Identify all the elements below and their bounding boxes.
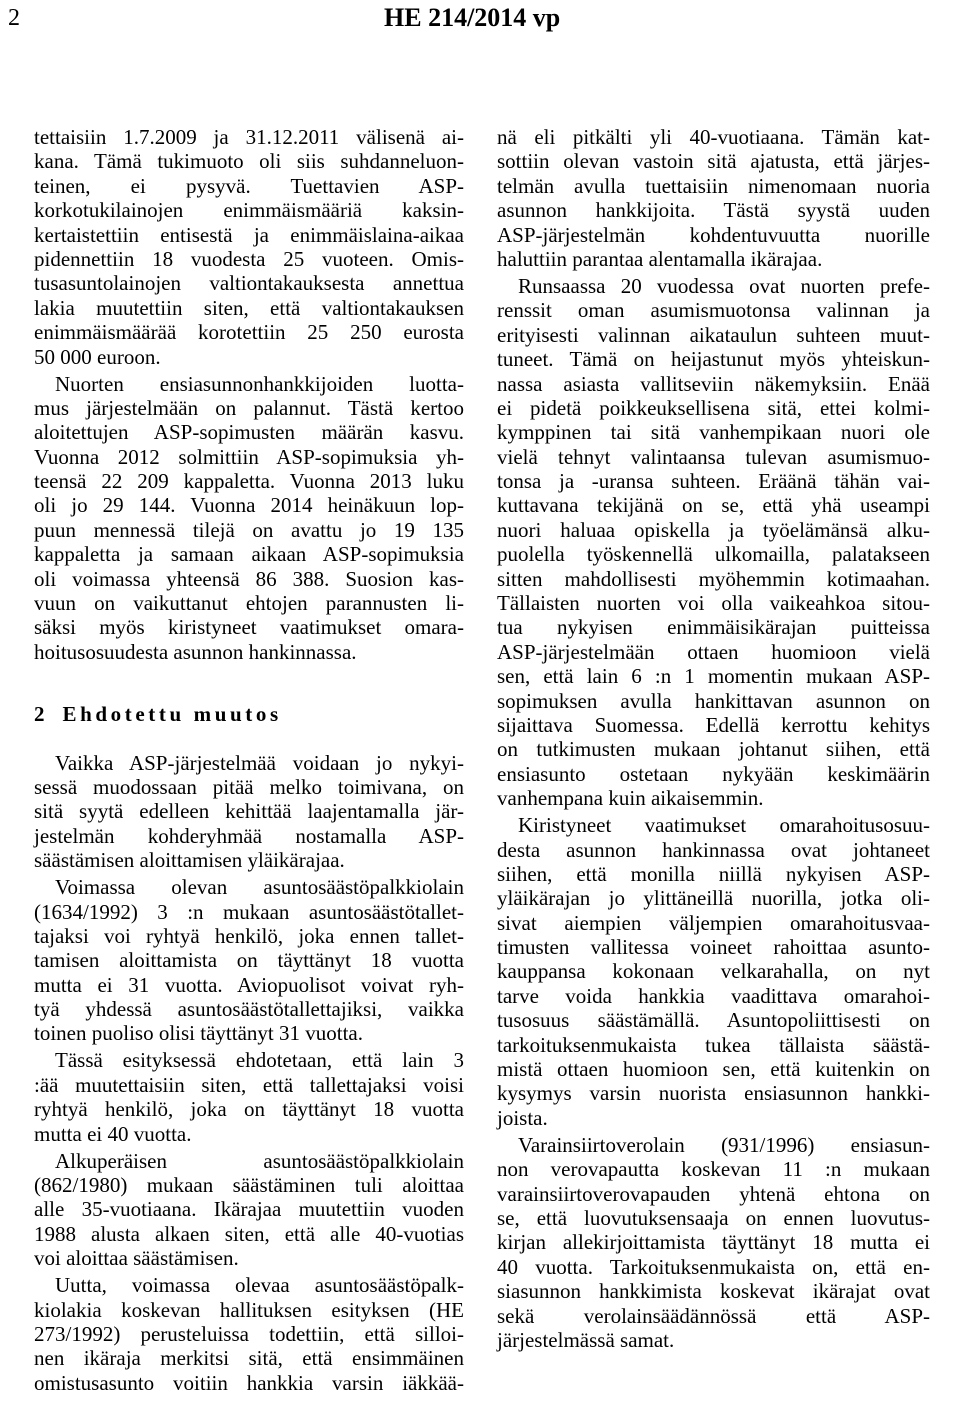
text-line: hoitusosuudesta asunnon hankinnassa. [34,639,357,664]
text-line: kappaletta ja samaan aikaan ASP-sopimuksia [34,542,464,567]
text-line: kymppinen tai sitä vanhempikaan nuori ole [497,420,930,445]
text-line: sivat aiempien väljempien omarahoitusvaa- [497,910,930,935]
text-line: tusasuntolainojen valtiontakauksesta annettua [34,271,464,296]
text-line: nuori haluaa opiskella ja työelämänsä alku- [497,517,930,542]
text-line: voi aloittaa säästämisen. [34,1246,239,1271]
text-line: Tällaisten nuorten voi olla vaikeahkoa sitou- [497,591,930,616]
text-line: ei pidetä poikkeuksellisena sitä, ettei kolmi- [497,395,930,420]
paragraph [34,875,464,1046]
text-line: non verovapautta koskevan 11 :n mukaan [497,1157,930,1182]
text-line: jestelmän kohderyhmää nostamalla ASP- [34,823,464,848]
text-line: oli jo 29 144. Vuonna 2014 heinäkuun lop- [34,493,464,518]
text-line: kysymys varsin nuorista ensiasunnon hankki- [497,1081,930,1106]
text-line: nen ikäraja merkitsi sitä, että ensimmäinen [34,1346,464,1371]
text-line: 273/1992) perusteluissa todettiin, että silloi- [34,1321,464,1346]
text-line: nä eli pitkälti yli 40-vuotiaana. Tämän kat- [497,125,930,149]
text-line: ryhtyä henkilö, joka on täyttänyt 18 vuotta [34,1097,464,1122]
text-line: siihen, että monilla niillä nykyisen ASP- [497,861,930,886]
text-line: aloitettujen ASP-sopimusten määrän kasvu. [34,420,464,445]
text-line: puun mennessä tilejä on avattu jo 19 135 [34,517,464,542]
text-line: Kiristyneet vaatimukset omarahoitusosuu- [518,813,930,838]
text-line: säksi myös kiristyneet vaatimukset omara- [34,615,464,640]
text-line: 50 000 euroon. [34,344,161,369]
text-line: tusosuus säästämällä. Asuntopoliittisesti on [497,1008,930,1033]
text-line: yläikärajan jo ylittäneillä nuorilla, jotka oli- [497,886,930,911]
paragraph [34,1048,464,1146]
text-line: kauppansa kokonaan velkarahalla, on nyt [497,959,930,984]
text-line: varainsiirtoverovapauden yhtenä ehtona on [497,1181,930,1206]
text-line: 1988 alusta alkaen siten, että alle 40-vuotias [34,1221,464,1246]
text-line: telmän avulla tuettaisiin nimenomaan nuoria [497,173,930,198]
text-line: sitten mahdollisesti myöhemmin kotimaahan. [497,566,930,591]
text-line: teinen, ei pysyvä. Tuettavien ASP- [34,173,464,198]
text-line: kana. Tämä tukimuoto oli siis suhdanneluon- [34,149,464,174]
text-line: mutta ei 40 vuotta. [34,1121,192,1146]
section-heading [34,702,464,726]
text-line: kirjan allekirjoittamista täyttänyt 18 mutta ei [497,1230,930,1255]
text-line: korkotukilainojen enimmäismääriä kaksin- [34,198,464,223]
text-line: Tässä esityksessä ehdotetaan, että lain 3 [55,1048,464,1073]
text-line: sijaittava Suomessa. Edellä kerrottu kehitys [497,712,930,737]
text-line: sen, että lain 6 :n 1 momentin mukaan ASP- [497,664,930,689]
text-line: nassa asiasta vallitseviin näkemyksiin. Enää [497,371,930,396]
paragraph [34,1149,464,1271]
text-line: Runsaassa 20 vuodessa ovat nuorten prefe- [518,273,930,298]
text-line: :ää muutettaisiin siten, että tallettajaksi voisi [34,1072,464,1097]
text-line: teensä 22 209 kappaletta. Vuonna 2013 luku [34,469,464,494]
text-line: Nuorten ensiasunnonhankkijoiden luotta- [55,371,464,396]
text-line: lakia muutettiin siten, että valtiontakauksen [34,295,464,320]
text-line: mistä ottaen huomioon sen, että kuitenkin on [497,1057,930,1082]
right-column [497,125,930,1352]
text-line: Varainsiirtoverolain (931/1996) ensiasun- [518,1132,930,1157]
text-line: järjestelmässä samat. [497,1327,675,1352]
text-line: tua nykyisen enimmäisikärajan puitteissa [497,615,930,640]
text-line: puolella työskennellä ulkomailla, palatakseen [497,542,930,567]
text-line: sekä verolainsäädännössä että ASP- [497,1303,930,1328]
text-line: toinen puoliso olisi täyttänyt 31 vuotta. [34,1021,363,1046]
text-line: on tutkimusten mukaan johtanut siihen, että [497,737,930,762]
text-line: kuttavana tekijänä on se, että yhä useampi [497,493,930,518]
text-line: tarkoituksenmukaista tukea tällaista säästä- [497,1032,930,1057]
text-line: sopimuksen avulla hankittavan asunnon on [497,688,930,713]
text-line: kiolakia koskevan hallituksen esityksen (HE [34,1297,464,1322]
text-line: timusten vallitessa voineet rahoittaa asunto- [497,935,930,960]
text-line: asunnon hankkijoita. Tästä syystä uuden [497,198,930,223]
text-line: vielä tehnyt valintaansa tulevan asumismuo- [497,444,930,469]
paragraph [497,1133,930,1353]
paragraph [34,751,464,873]
text-line: Vuonna 2012 solmittiin ASP-sopimuksia yh- [34,444,464,469]
text-line: ASP-järjestelmään ottaen huomioon vielä [497,639,930,664]
text-line: enimmäismäärää korotettiin 25 250 eurosta [34,320,464,345]
text-line: sessä muodossaan pitää melko toimivana, on [34,774,464,799]
section-title: Ehdotettu muutos [62,701,282,726]
paragraph [34,1273,464,1395]
text-line: renssit oman asumismuotonsa valinnan ja [497,298,930,323]
text-line: sitä syytä edelleen kehittää laajentamalla jär- [34,799,464,824]
text-line: Uutta, voimassa olevaa asuntosäästöpalk- [55,1273,464,1298]
page-number: 2 [8,5,20,31]
text-line: 40 vuotta. Tarkoituksenmukaista on, että en- [497,1254,930,1279]
text-line: haluttiin parantaa alentamalla ikärajaa. [497,246,823,271]
paragraph [34,125,464,369]
text-line: (862/1980) mukaan säästäminen tuli aloittaa [34,1172,464,1197]
text-line: erityisesti valinnan aikataulun suhteen muut- [497,322,930,347]
text-line: kertaistettiin entisestä ja enimmäislaina-aikaa [34,222,464,247]
text-line: vanhempana kuin aikaisemmin. [497,786,764,811]
text-line: ensiasunto ostetaan nykyään keskimäärin [497,761,930,786]
document-id: HE 214/2014 vp [384,3,561,32]
text-line: tuneet. Tämä on heijastunut myös yhteiskun- [497,347,930,372]
text-line: tyä yhdessä asuntosäästötallettajiksi, vaikka [34,997,464,1022]
text-line: ASP-järjestelmän kohdentuvuutta nuorille [497,222,930,247]
text-line: desta asunnon hankinnassa ovat johtaneet [497,837,930,862]
text-line: Vaikka ASP-järjestelmää voidaan jo nykyi- [55,750,464,775]
text-line: tajaksi voi ryhtyä henkilö, joka ennen tallet- [34,923,464,948]
text-line: pidennettiin 18 vuodesta 25 vuoteen. Omis- [34,246,464,271]
text-line: vuun on vaikuttanut ehtojen parannusten li- [34,591,464,616]
left-column [34,125,464,1395]
text-line: Voimassa olevan asuntosäästöpalkkiolain [55,875,464,900]
text-line: omistusasunto voitiin hankkia varsin iäkkää- [34,1370,464,1395]
text-line: tettaisiin 1.7.2009 ja 31.12.2011 välisenä ai- [34,125,464,149]
paragraph [497,813,930,1130]
paragraph [497,125,930,271]
text-line: siasunnon hankkimista koskevat ikärajat ovat [497,1279,930,1304]
paragraph [34,372,464,665]
text-line: alle 35-vuotiaana. Ikärajaa muutettiin vuoden [34,1197,464,1222]
text-line: (1634/1992) 3 :n mukaan asuntosäästötallet- [34,899,464,924]
text-line: joista. [497,1105,548,1130]
text-line: se, että luovutuksensaaja on ennen luovutus- [497,1205,930,1230]
text-line: tarve voida hankkia vaadittava omarahoi- [497,983,930,1008]
text-line: oli voimassa yhteensä 86 388. Suosion kas- [34,566,464,591]
text-line: Alkuperäisen asuntosäästöpalkkiolain [55,1148,464,1173]
paragraph [497,274,930,811]
text-line: mutta ei 31 vuotta. Aviopuolisot voivat ryh- [34,972,464,997]
section-number: 2 [34,701,45,726]
text-line: tonsa ja -uransa suhteen. Eräänä tähän vai- [497,469,930,494]
text-line: mus järjestelmään on palannut. Tästä kertoo [34,395,464,420]
text-line: tamisen aloittamista on täyttänyt 18 vuotta [34,948,464,973]
text-line: säästämisen aloittamisen yläikärajaa. [34,848,345,873]
text-line: sottiin olevan vastoin sitä ajatusta, että järjes- [497,149,930,174]
